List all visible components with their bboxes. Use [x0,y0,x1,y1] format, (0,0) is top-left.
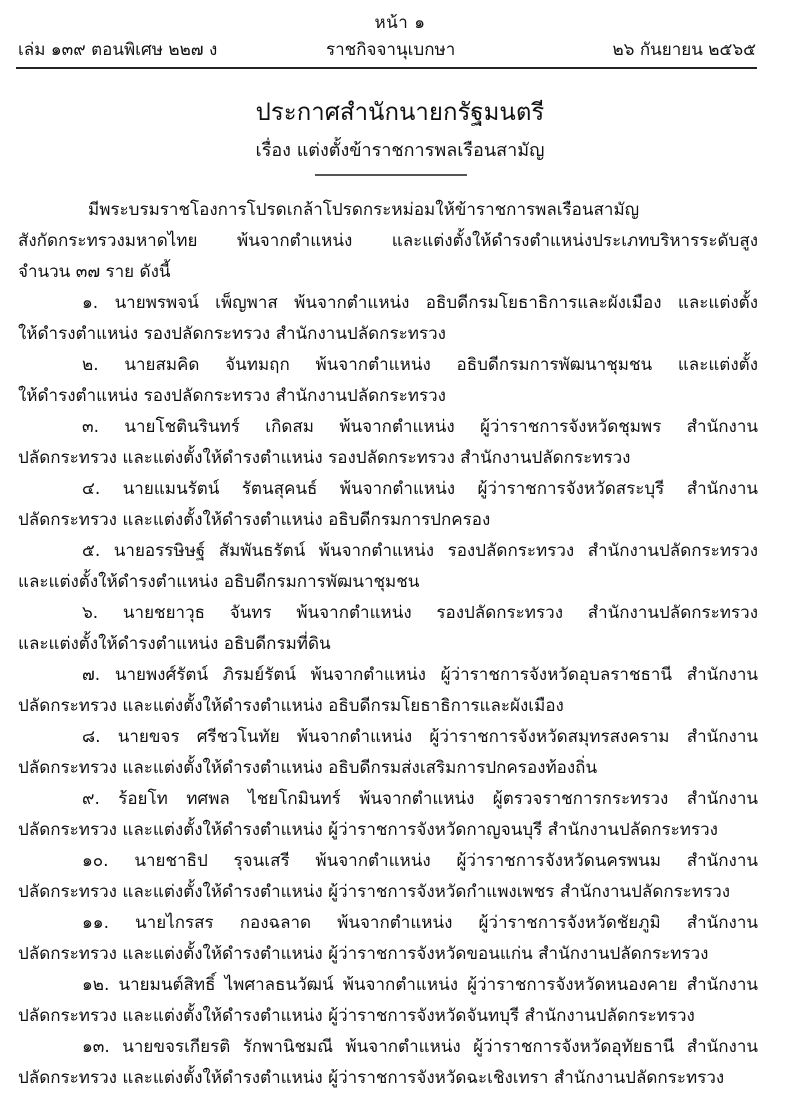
item-number: ๑๓. [82,1037,110,1057]
item-text: นายชาธิป รุจนเสรี พ้นจากตำแหน่ง ผู้ว่าราชการจังหวัดนครพนม สำนักงาน [134,851,758,871]
list-item-first-line [18,288,758,319]
list-item-first-line [18,784,758,815]
item-text: นายมนต์สิทธิ์ ไพศาลธนวัฒน์ พ้นจากตำแหน่ง ผู้ว่าราชการจังหวัดหนองคาย สำนักงาน [118,975,758,995]
appointment-list [18,288,758,1094]
publication-date: ๒๖ กันยายน ๒๕๖๕ [612,40,756,60]
list-item-second-line: ปลัดกระทรวง และแต่งตั้งให้ดำรงตำแหน่ง อธิบดีกรมส่งเสริมการปกครองท้องถิ่น [18,758,598,778]
list-item-second-line: ให้ดำรงตำแหน่ง รองปลัดกระทรวง สำนักงานปลัดกระทรวง [18,386,446,406]
item-number: ๙. [82,789,100,809]
list-item-first-line [18,536,758,567]
list-item-first-line [18,474,758,505]
item-text: นายสมคิด จันทมฤก พ้นจากตำแหน่ง อธิบดีกรมการพัฒนาชุมชน และแต่งตั้ง [124,355,758,375]
item-number: ๑. [82,293,99,313]
gazette-header [18,36,756,62]
list-item-second-line: ปลัดกระทรวง และแต่งตั้งให้ดำรงตำแหน่ง ผู้ว่าราชการจังหวัดจันทบุรี สำนักงานปลัดกระทรวง [18,1006,695,1026]
item-number: ๔. [82,479,101,499]
list-item-second-line: และแต่งตั้งให้ดำรงตำแหน่ง อธิบดีกรมการพัฒนาชุมชน [18,572,420,592]
item-number: ๓. [82,417,100,437]
item-text: ร้อยโท ทศพล ไชยโกมินทร์ พ้นจากตำแหน่ง ผู้ตรวจราชการกระทรวง สำนักงาน [118,789,759,809]
intro-line: มีพระบรมราชโองการโปรดเกล้าโปรดกระหม่อมให้ข้าราชการพลเรือนสามัญ [88,200,640,220]
item-text: นายขจร ศรีชวโนทัย พ้นจากตำแหน่ง ผู้ว่าราชการจังหวัดสมุทรสงคราม สำนักงาน [117,727,759,747]
item-number: ๑๐. [82,851,109,871]
item-text: นายแมนรัตน์ รัตนสุคนธ์ พ้นจากตำแหน่ง ผู้ว่าราชการจังหวัดสระบุรี สำนักงาน [122,479,758,499]
item-text: นายขจรเกียรติ รักพานิชมณี พ้นจากตำแหน่ง ผู้ว่าราชการจังหวัดอุทัยธานี สำนักงาน [122,1037,759,1057]
intro-line: จำนวน ๓๗ ราย ดังนี้ [18,262,171,282]
list-item-second-line: ปลัดกระทรวง และแต่งตั้งให้ดำรงตำแหน่ง ผู้ว่าราชการจังหวัดกำแพงเพชร สำนักงานปลัดกระทรวง [18,882,731,902]
item-number: ๑๒. [82,975,110,995]
list-item-first-line [18,598,758,629]
item-text: นายอรรษิษฐ์ สัมพันธรัตน์ พ้นจากตำแหน่ง รองปลัดกระทรวง สำนักงานปลัดกระทรวง [113,541,758,561]
document-body [18,195,758,1094]
list-item-second-line: ปลัดกระทรวง และแต่งตั้งให้ดำรงตำแหน่ง รองปลัดกระทรวง สำนักงานปลัดกระทรวง [18,448,631,468]
item-number: ๖. [82,603,99,623]
page-number: หน้า ๑ [374,13,426,33]
header-divider [16,67,757,69]
publication-name: ราชกิจจานุเบกษา [326,40,456,60]
list-item-second-line: ปลัดกระทรวง และแต่งตั้งให้ดำรงตำแหน่ง อธิบดีกรมการปกครอง [18,510,491,530]
list-item-second-line: ปลัดกระทรวง และแต่งตั้งให้ดำรงตำแหน่ง ผู้ว่าราชการจังหวัดกาญจนบุรี สำนักงานปลัดกระทรวง [18,820,718,840]
list-item-second-line: และแต่งตั้งให้ดำรงตำแหน่ง อธิบดีกรมที่ดิน [18,634,331,654]
list-item-second-line: ให้ดำรงตำแหน่ง รองปลัดกระทรวง สำนักงานปลัดกระทรวง [18,324,446,344]
list-item-second-line: ปลัดกระทรวง และแต่งตั้งให้ดำรงตำแหน่ง ผู้ว่าราชการจังหวัดฉะเชิงเทรา สำนักงานปลัดกระทรวง [18,1068,725,1088]
item-number: ๗. [82,665,101,685]
document-title: ประกาศสำนักนายกรัฐมนตรี [255,98,545,126]
item-number: ๑๑. [82,913,109,933]
list-item-second-line: ปลัดกระทรวง และแต่งตั้งให้ดำรงตำแหน่ง อธิบดีกรมโยธาธิการและผังเมือง [18,696,564,716]
intro-line: สังกัดกระทรวงมหาดไทย พ้นจากตำแหน่ง และแต่งตั้งให้ดำรงตำแหน่งประเภทบริหารระดับสูง [18,231,758,251]
document-subject: เรื่อง แต่งตั้งข้าราชการพลเรือนสามัญ [255,140,545,161]
list-item-first-line [18,660,758,691]
item-number: ๒. [82,355,99,375]
title-divider [315,174,467,176]
list-item-first-line [18,908,758,939]
item-text: นายโชตินรินทร์ เกิดสม พ้นจากตำแหน่ง ผู้ว่าราชการจังหวัดชุมพร สำนักงาน [124,417,758,437]
item-number: ๕. [82,541,101,561]
item-text: นายชยาวุธ จันทร พ้นจากตำแหน่ง รองปลัดกระทรวง สำนักงานปลัดกระทรวง [122,603,758,623]
list-item-first-line [18,1032,758,1063]
item-text: นายพงศ์รัตน์ ภิรมย์รัตน์ พ้นจากตำแหน่ง ผู้ว่าราชการจังหวัดอุบลราชธานี สำนักงาน [114,665,759,685]
list-item-first-line [18,350,758,381]
volume-info: เล่ม ๑๓๙ ตอนพิเศษ ๒๒๗ ง [18,40,218,60]
list-item-first-line [18,722,758,753]
list-item-second-line: ปลัดกระทรวง และแต่งตั้งให้ดำรงตำแหน่ง ผู้ว่าราชการจังหวัดขอนแก่น สำนักงานปลัดกระทรวง [18,944,709,964]
item-text: นายไกรสร กองฉลาด พ้นจากตำแหน่ง ผู้ว่าราชการจังหวัดชัยภูมิ สำนักงาน [135,913,758,933]
item-number: ๘. [82,727,101,747]
list-item-first-line [18,846,758,877]
list-item-first-line [18,970,758,1001]
item-text: นายพรพจน์ เพ็ญพาส พ้นจากตำแหน่ง อธิบดีกรมโยธาธิการและผังเมือง และแต่งตั้ง [114,293,759,313]
list-item-first-line [18,412,758,443]
